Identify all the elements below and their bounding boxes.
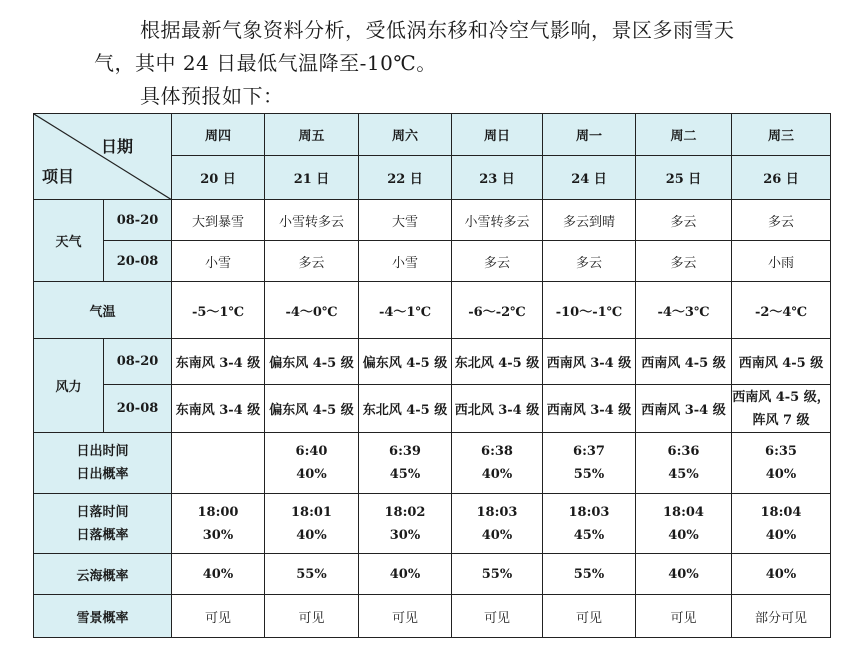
sea-of-clouds-cell: 40% [732, 554, 831, 595]
sunrise-time: 6:40 [295, 444, 328, 459]
sea-of-clouds-cell: 55% [265, 554, 359, 595]
weather-row-label: 天气 [34, 200, 104, 282]
date-cell: 26 日 [732, 156, 831, 200]
date-cell: 25 日 [636, 156, 732, 200]
sunrise-prob: 45% [668, 467, 699, 482]
sunset-time: 18:00 [197, 504, 239, 520]
sunrise-time: 6:39 [389, 444, 421, 459]
sunset-prob: 40% [668, 527, 699, 543]
sunset-prob: 40% [481, 527, 513, 543]
sea-of-clouds-cell: 40% [172, 554, 265, 595]
snow-scene-cell: 可见 [265, 595, 359, 638]
sunrise-cell [359, 433, 452, 494]
wind-day-cell: 西南风 4-5 级 [732, 339, 831, 385]
weather-night-cell: 小雪 [172, 241, 265, 282]
intro-line-3: 具体预报如下： [140, 84, 284, 108]
wind-day-cell: 偏东风 4-5 级 [359, 339, 452, 385]
sea-of-clouds-cell: 55% [452, 554, 543, 595]
snow-scene-cell: 可见 [172, 595, 265, 638]
sunset-cell [172, 494, 265, 554]
temp-cell: -5～1℃ [172, 282, 265, 339]
sunset-time: 18:04 [760, 504, 802, 520]
sunrise-cell [636, 433, 732, 494]
sunset-cell [265, 494, 359, 554]
wind-night-cell: 东南风 3-4 级 [172, 385, 265, 433]
weather-day-cell: 多云 [636, 200, 732, 241]
weather-day-cell: 小雪转多云 [265, 200, 359, 241]
sunrise-time: 6:36 [667, 444, 700, 459]
date-cell: 23 日 [452, 156, 543, 200]
weather-day-cell: 多云 [732, 200, 831, 241]
temp-cell: -10～-1℃ [543, 282, 636, 339]
table-corner-header [34, 114, 172, 200]
weekday-cell: 周六 [359, 114, 452, 156]
weather-night-cell: 多云 [636, 241, 732, 282]
wind-night-cell: 东北风 4-5 级 [359, 385, 452, 433]
weather-night-cell: 多云 [452, 241, 543, 282]
weekday-cell: 周五 [265, 114, 359, 156]
sunset-row-label [34, 494, 172, 554]
temp-row-label: 气温 [34, 282, 172, 339]
weather-night-cell: 小雪 [359, 241, 452, 282]
date-cell: 21 日 [265, 156, 359, 200]
sunset-prob: 40% [296, 527, 327, 543]
weekday-cell: 周四 [172, 114, 265, 156]
weather-day-cell: 大雪 [359, 200, 452, 241]
wind-night-last-line-2: 阵风 7 级 [752, 412, 810, 428]
temp-cell: -4～0℃ [265, 282, 359, 339]
wind-night-cell: 偏东风 4-5 级 [265, 385, 359, 433]
snow-scene-cell: 可见 [636, 595, 732, 638]
weekday-cell: 周日 [452, 114, 543, 156]
sunrise-prob: 45% [389, 467, 421, 482]
sunrise-cell [732, 433, 831, 494]
sunset-cell [732, 494, 831, 554]
wind-night-period: 20-08 [104, 385, 172, 433]
wind-day-cell: 东北风 4-5 级 [452, 339, 543, 385]
wind-night-cell: 西南风 3-4 级 [636, 385, 732, 433]
sunset-prob: 40% [765, 527, 797, 543]
snow-scene-row-label: 雪景概率 [34, 595, 172, 638]
sunrise-time-label: 日出时间 [76, 444, 129, 459]
sunset-cell [359, 494, 452, 554]
wind-day-period: 08-20 [104, 339, 172, 385]
sunset-cell [452, 494, 543, 554]
weather-night-period: 20-08 [104, 241, 172, 282]
weather-day-cell: 小雪转多云 [452, 200, 543, 241]
sea-of-clouds-cell: 55% [543, 554, 636, 595]
wind-night-last-line-1: 西南风 4-5 级， [732, 389, 830, 405]
weather-night-cell: 小雨 [732, 241, 831, 282]
sunset-prob: 30% [202, 527, 234, 543]
sunrise-prob: 40% [765, 467, 797, 482]
sunrise-time: 6:37 [573, 444, 605, 459]
date-cell: 24 日 [543, 156, 636, 200]
wind-day-cell: 偏东风 4-5 级 [265, 339, 359, 385]
sea-of-clouds-cell: 40% [636, 554, 732, 595]
temp-cell: -4～3℃ [636, 282, 732, 339]
sunset-prob-label: 日落概率 [76, 527, 129, 543]
snow-scene-cell: 部分可见 [732, 595, 831, 638]
corner-diagonal [34, 114, 172, 200]
sunset-cell [543, 494, 636, 554]
weather-day-cell: 多云到晴 [543, 200, 636, 241]
date-header-label: 日期 [100, 137, 133, 156]
sunset-time: 18:01 [291, 504, 332, 520]
sunset-time: 18:04 [663, 504, 704, 520]
sunrise-time: 6:35 [765, 444, 797, 459]
sunrise-prob-label: 日出概率 [76, 467, 129, 482]
sunset-prob: 45% [573, 527, 605, 543]
weekday-cell: 周一 [543, 114, 636, 156]
intro-line-2: 气，其中 24 日最低气温降至-10℃。 [94, 51, 437, 75]
wind-night-cell: 西北风 3-4 级 [452, 385, 543, 433]
wind-day-cell: 东南风 3-4 级 [172, 339, 265, 385]
wind-day-cell: 西南风 4-5 级 [636, 339, 732, 385]
date-cell: 20 日 [172, 156, 265, 200]
sunrise-cell [172, 433, 265, 494]
intro-line-1: 根据最新气象资料分析，受低涡东移和冷空气影响，景区多雨雪天 [140, 18, 735, 42]
sunrise-cell [265, 433, 359, 494]
wind-row-label: 风力 [34, 339, 104, 433]
snow-scene-cell: 可见 [452, 595, 543, 638]
weather-night-cell: 多云 [265, 241, 359, 282]
weekday-cell: 周三 [732, 114, 831, 156]
sunrise-time: 6:38 [481, 444, 513, 459]
forecast-table [33, 113, 831, 638]
weather-night-cell: 多云 [543, 241, 636, 282]
sunrise-cell [543, 433, 636, 494]
wind-night-cell [732, 385, 831, 433]
sunset-time: 18:02 [384, 504, 426, 520]
sunset-cell [636, 494, 732, 554]
temp-cell: -6～-2℃ [452, 282, 543, 339]
sunset-time: 18:03 [568, 504, 610, 520]
sunset-time-label: 日落时间 [76, 504, 129, 520]
snow-scene-cell: 可见 [359, 595, 452, 638]
sunrise-prob: 40% [481, 467, 513, 482]
temp-cell: -4～1℃ [359, 282, 452, 339]
snow-scene-cell: 可见 [543, 595, 636, 638]
item-header-label: 项目 [42, 167, 75, 186]
sunrise-prob: 55% [573, 467, 605, 482]
sunrise-cell [452, 433, 543, 494]
wind-night-cell: 西南风 3-4 级 [543, 385, 636, 433]
sunset-prob: 30% [389, 527, 421, 543]
weekday-cell: 周二 [636, 114, 732, 156]
sea-of-clouds-cell: 40% [359, 554, 452, 595]
sunrise-row-label [34, 433, 172, 494]
sea-of-clouds-row-label: 云海概率 [34, 554, 172, 595]
sunset-time: 18:03 [476, 504, 518, 520]
date-cell: 22 日 [359, 156, 452, 200]
sunrise-prob: 40% [296, 467, 327, 482]
weather-day-period: 08-20 [104, 200, 172, 241]
weather-day-cell: 大到暴雪 [172, 200, 265, 241]
wind-day-cell: 西南风 3-4 级 [543, 339, 636, 385]
temp-cell: -2～4℃ [732, 282, 831, 339]
